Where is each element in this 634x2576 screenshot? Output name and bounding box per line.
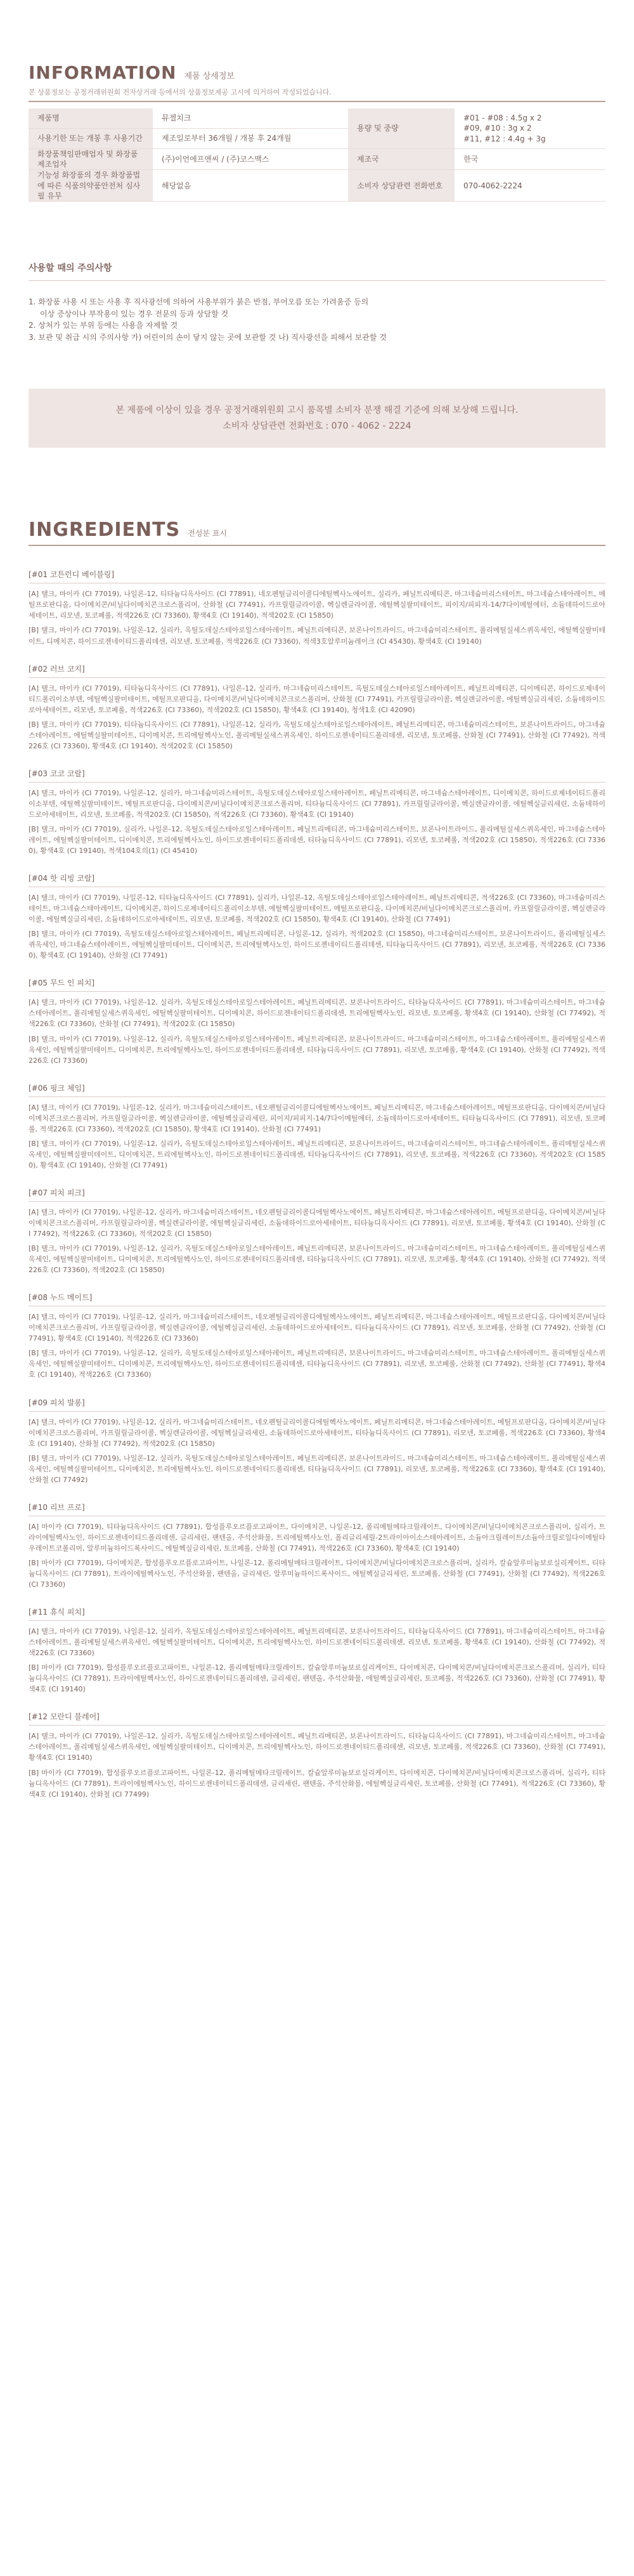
information-description: 본 상품정보는 공정거래위원회 전자상거래 등에서의 상품정보제공 고시에 의거하여 작성되었습니다.: [29, 88, 332, 96]
product-name: [#08 누드 메이트]: [29, 1293, 93, 1303]
information-divider: [29, 101, 605, 102]
product-name: [#04 핫 리빙 코랄]: [29, 874, 95, 883]
caution-item: 이상 증상이나 부작용이 있는 경우 전문의 등과 상담할 것: [40, 309, 229, 318]
ingredient-text-a: [A] 탤크, 마이카 (CI 77019), 나일론-12, 실리카, 마그네슘미리스테이트, 네오펜틸글리이콜디에틸헥사노에이트, 페닐트리메티콘, 마그네슘스테아레이트, 메틸프로판디올, 다이메치콘/비닐다이메치콘크로스폴리머, 카프릴릴글라이콜, 헥실렌글라이콜, 에틸헥실글리세린, 소듐데하이드로아세테이트, 티타늄디옥사이드 (CI 77891), 리모넨, 토코페롤, 산화철 (CI 77492), 산화철 (CI 77491), 황색4호 (CI 19140), 적색226호 (CI 73360): [29, 1313, 605, 1343]
product-name: [#07 피치 피크]: [29, 1188, 85, 1197]
product-ingredients: [29, 1292, 605, 1380]
product-ingredients: [29, 1083, 605, 1171]
ingredient-text-a: [A] 탤크, 마이카 (CI 77019), 티타늄디옥사이드 (CI 77891), 나일론-12, 실리카, 마그네슘미리스테이트, 옥틸도데실스테아로일스테아레이트, 페닐트리메티콘, 디이메티콘, 하이드로제네이티드폴리이소부텐, 에틸헥실팔미테이트, 메틸프로판디올, 다이메치콘/비닐다이메치콘크로스폴리머, 산화철 (CI 77491), 카프릴릴글라이콜, 헥실렌글라이콜, 에틸헥실글리세린, 소듐데하이드로아세테이트, 리모넨, 토코페롤, 적색226호 (CI 73360), 적색202호 (CI 15850), 황색4호 (CI 19140), 청색1호 (CI 42090): [29, 684, 605, 714]
ingredient-text-a: [A] 탤크, 마이카 (CI 77019), 나일론-12, 실리카, 마그네슘미리스테이트, 네오펜틸글리이콜디에틸헥사노에이트, 페닐트리메티콘, 마그네슘스테아레이트, 메틸프로판디올, 다이메치콘/비닐다이메치콘크로스폴리머, 카프릴릴글라이콜, 헥실렌글라이콜, 에틸헥실글리세린, 피이지/피피지-14/7다이메틸에터, 소듐데하이드로아세테이트, 티타늄디옥사이드 (CI 77891), 리모넨, 토코페롤, 적색226호 (CI 73360), 적색202호 (CI 15850), 황색4호 (CI 19140), 산화철 (CI 77491): [29, 1103, 605, 1133]
table-value: (주)이언에프앤씨 / (주)코스맥스: [153, 149, 348, 170]
table-value: 제조일로부터 36개월 / 개봉 후 24개월: [153, 129, 348, 149]
notice-phone-line: 소비자 상담관련 전화번호 : 070 - 4062 - 2224: [223, 420, 411, 431]
product-ingredients: [29, 873, 605, 961]
table-value: 070-4062-2224: [455, 170, 605, 202]
table-value: 한국: [455, 149, 605, 170]
ingredient-text-a: [A] 탤크, 마이카 (CI 77019), 나일론-12, 실리카, 마그네슘미리스테이트, 네오펜틸글리이콜디에틸헥사노에이트, 페닐트리메티콘, 마그네슘스테아레이트, 메틸프로판디올, 다이메치콘/비닐다이메치콘크로스폴리머, 카프릴릴글라이콜, 헥실렌글라이콜, 에틸헥실글리세린, 소듐데하이드로아세테이트, 티타늄디옥사이드 (CI 77891), 리모넨, 토코페롤, 적색226호 (CI 73360), 황색4호 (CI 19140), 산화철 (CI 77492), 적색202호 (CI 15850): [29, 1417, 605, 1448]
ingredient-text-a: [A] 탤크, 마이카 (CI 77019), 나일론-12, 티타늄디옥사이드 (CI 77891), 네오펜틸글리이콜디에틸헥사노에이트, 실리카, 페닐트리메티콘, 마그네슘미리스테이트, 마그네슘스테아레이트, 메틸프로판디올, 다이메치콘/비닐다이메치콘크로스폴리머, 산화철 (CI 77491), 카프릴릴글라이콜, 헥실렌글라이콜, 에틸헥실팔미테이트, 피이지/피피지-14/7다이메틸에터, 소듐데하이드로아세테이트, 리모넨, 토코페롤, 적색226호 (CI 73360), 황색4호 (CI 19140), 적색202호 (CI 15850): [29, 590, 605, 620]
product-ingredients: [29, 1397, 605, 1485]
ingredient-text-b: [B] 탤크, 마이카 (CI 77019), 티타늄디옥사이드 (CI 77891), 나일론-12, 실리카, 옥틸도데실스테아로일스테아레이트, 페닐트리메티콘, 마그네슘미리스테이트, 보론나이트라이드, 마그네슘스테아레이트, 에틸헥실팔미테이트, 디이메치콘, 트리에틸헥사노인, 폴리메틸실세스퀴옥세인, 하이드로젠네이티드폴리데센, 리모넨, 토코페롤, 산화철 (CI 77491), 산화철 (CI 77492), 적색226호 (CI 73360), 황색4호 (CI 19140), 적색202호 (CI 15850): [29, 720, 605, 750]
caution-list: [29, 296, 605, 343]
product-ingredients: [29, 1502, 605, 1590]
caution-item: 3. 보관 및 취급 시의 주의사항 가) 어린이의 손이 닿지 않는 곳에 보관할 것 나) 직사광선을 피해서 보관할 것: [29, 332, 387, 342]
product-divider: [29, 1620, 605, 1621]
ingredient-text-b: [B] 탤크, 마이카 (CI 77019), 나일론-12, 실리카, 옥틸도데실스테아로일스테아레이트, 페닐트리메티콘, 보론나이트라이드, 마그네슘미리스테이트, 폴리메틸실세스퀴옥세인, 에틸헥실팔미테이트, 디메치콘, 하이드로젠네이티드폴리데센, 리모넨, 토코페롤, 적색226호 (CI 73360), 적색3호알루미늄레이크 (CI 45430), 황색4호 (CI 19140): [29, 626, 605, 646]
product-name: [#02 러브 코지]: [29, 664, 85, 673]
information-header: [29, 62, 605, 83]
product-ingredients: [29, 977, 605, 1065]
ingredient-text-a: [A] 마이카 (CI 77019), 티타늄디옥사이드 (CI 77891), 합성플루오르플로고파이트, 다이메치콘, 나일론-12, 폴리메틸메타크릴레이트, 다이메치콘/비닐다이메치콘크로스폴리머, 실리카, 트라이에틸헥사노인, 하이드로젠네이티드폴리데센, 글리세린, 팬텐올, 주석산화물, 트리에틸헥사노인, 폴리글리세릴-2트라이아이소스테아레이트, 소듐아크릴레이트/소듐아크릴로일다이메틸타우레이트코폴리머, 알루미늄하이드록사이드, 에틸헥실글리세린, 토코페롤, 산화철 (CI 77491), 적색226호 (CI 73360), 황색4호 (CI 19140): [29, 1522, 605, 1552]
table-value: #01 - #08 : 4.5g x 2 #09, #10 : 3g x 2 #11, #12 : 4.4g + 3g: [455, 108, 605, 149]
product-ingredients: [29, 569, 605, 646]
ingredient-text-a: [A] 탤크, 마이카 (CI 77019), 나일론-12, 실리카, 마그네슘미리스테이트, 네오펜틸글리이콜디에틸헥사노에이트, 페닐트리메티콘, 마그네슘스테아레이트, 메틸프로판디올, 다이메치콘/비닐다이메치콘크로스폴리머, 카프릴릴글라이콜, 헥실렌글라이콜, 에틸헥실글리세린, 소듐데하이드로아세테이트, 티타늄디옥사이드 (CI 77891), 리모넨, 토코페롤, 황색4호 (CI 19140), 산화철 (CI 77492), 적색226호 (CI 73360), 적색202호 (CI 15850): [29, 1207, 605, 1239]
ingredient-list: [29, 569, 605, 1799]
product-name: [#09 피치 발롱]: [29, 1398, 85, 1407]
product-ingredients: [29, 768, 605, 856]
ingredients-header: [29, 519, 605, 541]
caution-title: 사용할 때의 주의사항: [29, 263, 112, 273]
product-ingredients: [29, 1187, 605, 1275]
table-row: [29, 108, 605, 129]
table-value: 해당없음: [153, 170, 348, 202]
product-name: [#05 무드 인 피치]: [29, 979, 95, 988]
ingredient-text-b: [B] 마이카 (CI 77019), 다이메치콘, 합성플루오르플로고파이트, 나일론-12, 폴리메틸메타크릴레이트, 다이메치콘/비닐다이메치콘크로스폴리머, 실리카, 칼슘알루미늄보로실리케이트, 티타늄디옥사이드 (CI 77891), 트라이에틸헥사노인, 주석산화물, 팬텐올, 글리세린, 알루미늄하이드록사이드, 에틸헥실글리세린, 토코페롤, 산화철 (CI 77491), 산화철 (CI 77492), 적색226호 (CI 73360): [29, 1558, 605, 1589]
ingredients-subtitle: 전성분 표시: [188, 529, 228, 538]
caution-item: 2. 상처가 있는 부위 등에는 사용을 자제할 것: [29, 321, 178, 330]
ingredients-title: INGREDIENTS: [29, 519, 181, 542]
table-label: 제품명: [29, 108, 153, 129]
product-name: [#03 코코 코랄]: [29, 769, 85, 778]
caution-divider: [29, 280, 605, 281]
ingredient-text-b: [B] 탤크, 마이카 (CI 77019), 나일론-12, 실리카, 옥틸도데실스테아로일스테아레이트, 페닐트리메티콘, 보론나이트라이드, 마그네슘미리스테이트, 마그네슘스테아레이트, 폴리메틸실세스퀴옥세인, 에틸헥실팔미테이트, 디이메치콘, 트리에틸헥사노인, 하이드로젠네이티드폴리데센, 티타늄디옥사이드 (CI 77891), 리모넨, 토코페롤, 적색226호 (CI 73360), 적색202호 (CI 15850), 황색4호 (CI 19140), 산화철 (CI 77491): [29, 1139, 605, 1169]
product-divider: [29, 991, 605, 992]
information-title: INFORMATION: [29, 62, 177, 83]
ingredient-text-a: [A] 탤크, 마이카 (CI 77019), 나일론-12, 티타늄디옥사이드 (CI 77891), 실리카, 나일론-12, 옥틸도데실스테아로일스테아레이트, 페닐트리메티콘, 적색226호 (CI 73360), 마그네슘미리스테이트, 마그네슘스테아레이트, 디이메치콘, 하이드로제네이티드폴리이소부텐, 에틸헥실팔미테이트, 메틸프로판디올, 다이메치콘/비닐다이메치콘크로스폴리머, 카프릴릴글라이콜, 헥실렌글라이콜, 에틸헥실글리세린, 소듐데하이드로아세테이트, 리모넨, 토코페롤, 적색202호 (CI 15850), 황색4호 (CI 19140), 산화철 (CI 77491): [29, 894, 605, 924]
table-label: 화장품책임판매업자 및 화장품제조업자: [29, 149, 153, 170]
table-label: 기능성 화장품의 경우 화장품법에 따른 식품의약품안전처 심사 필 유무: [29, 170, 153, 202]
ingredient-text-b: [B] 마이카 (CI 77019), 합성플루오르플로고파이트, 나일론-12, 폴리메틸메타크릴레이트, 칼슘알루미늄보로실리케이트, 다이메치콘, 다이메치콘/비닐다이메치콘크로스폴리머, 실리카, 티타늄디옥사이드 (CI 77891), 트라이에틸헥사노인, 하이드로젠네이티드폴리데센, 글리세린, 팬텐올, 주석산화물, 에틸헥실글리세린, 토코페롤, 적색226호 (CI 73360), 산화철 (CI 77491), 황색4호 (CI 19140): [29, 1663, 605, 1694]
product-ingredients: [29, 1606, 605, 1695]
product-divider: [29, 1096, 605, 1097]
product-ingredients: [29, 663, 605, 751]
table-label: 소비자 상담관련 전화번호: [348, 170, 455, 202]
ingredient-text-a: [A] 탤크, 마이카 (CI 77019), 나일론-12, 실리카, 마그네슘미리스테이트, 옥틸도데실스테아로일스테아레이트, 페닐트리메티콘, 마그네슘스테아레이트, 디이메치콘, 하이드로제네이티드폴리이소부텐, 에틸헥실팔미테이트, 메틸프로판디올, 다이메치콘/비닐다이메치콘크로스폴리머, 티타늄디옥사이드 (CI 77891), 카프릴릴글라이콜, 헥실렌글라이콜, 에틸헥실글리세린, 소듐데하이드로아세테이트, 리모넨, 토코페롤, 적색202호 (CI 15850), 적색226호 (CI 73360), 황색4호 (CI 19140): [29, 788, 605, 819]
ingredient-text-a: [A] 탤크, 마이카 (CI 77019), 나일론-12, 실리카, 옥틸도데실스테아로일스테아레이트, 페닐트리메티콘, 보론나이트라이드, 티타늄디옥사이드 (CI 77891), 마그네슘미리스테이트, 마그네슘스테아레이트, 폴리메틸실세스퀴옥세인, 에틸헥실팔미테이트, 디이메치콘, 트리에틸헥사노인, 하이드로젠네이티드폴리데센, 리모넨, 토코페롤, 황색4호 (CI 19140), 산화철 (CI 77492), 적색226호 (CI 73360): [29, 1627, 605, 1658]
ingredient-text-b: [B] 탤크, 마이카 (CI 77019), 나일론-12, 실리카, 옥틸도데실스테아로일스테아레이트, 페닐트리메티콘, 보론나이트라이드, 마그네슘미리스테이트, 마그네슘스테아레이트, 폴리메틸실세스퀴옥세인, 에틸헥실팔미테이트, 디이메치콘, 트리에틸헥사노인, 하이드로젠네이티드폴리데센, 티타늄디옥사이드 (CI 77891), 리모넨, 토코페롤, 황색4호 (CI 19140), 산화철 (CI 77492), 적색226호 (CI 73360): [29, 1034, 605, 1065]
table-value: 뮤젤치크: [153, 108, 348, 129]
ingredient-text-b: [B] 마이카 (CI 77019), 합성플루오르플로고파이트, 나일론-12, 폴리메틸메타크릴레이트, 칼슘알루미늄보로실리케이트, 다이메치콘, 다이메치콘/비닐다이메치콘크로스폴리머, 실리카, 티타늄디옥사이드 (CI 77891), 트라이에틸헥사노인, 하이드로젠네이티드폴리데센, 글리세린, 팬텐올, 주석산화물, 에틸헥실글리세린, 토코페롤, 산화철 (CI 77491), 적색226호 (CI 73360), 황색4호 (CI 19140), 산화철 (CI 77499): [29, 1768, 605, 1799]
ingredient-text-b: [B] 탤크, 마이카 (CI 77019), 나일론-12, 실리카, 옥틸도데실스테아로일스테아레이트, 페닐트리메티콘, 보론나이트라이드, 마그네슘미리스테이트, 마그네슘스테아레이트, 폴리메틸실세스퀴옥세인, 에틸헥실팔미테이트, 디이메치콘, 트리에틸헥사노인, 하이드로젠네이티드폴리데센, 티타늄디옥사이드 (CI 77891), 리모넨, 토코페롤, 산화철 (CI 77492), 산화철 (CI 77491), 황색4호 (CI 19140), 적색226호 (CI 73360): [29, 1349, 605, 1379]
ingredient-text-a: [A] 탤크, 마이카 (CI 77019), 나일론-12, 실리카, 옥틸도데실스테아로일스테아레이트, 페닐트리메티콘, 보론나이트라이드, 티타늄디옥사이드 (CI 77891), 마그네슘미리스테이트, 마그네슘스테아레이트, 폴리메틸실세스퀴옥세인, 에틸헥실팔미테이트, 디이메치콘, 하이드로젠네이티드폴리데센, 트리에틸헥사노인, 리모넨, 토코페롤, 황색4호 (CI 19140), 산화철 (CI 77492), 적색226호 (CI 73360), 산화철 (CI 77491), 적색202호 (CI 15850): [29, 998, 605, 1029]
product-divider: [29, 677, 605, 678]
product-name: [#06 핑크 체임]: [29, 1083, 85, 1093]
ingredients-divider: [29, 545, 605, 546]
product-divider: [29, 1201, 605, 1202]
product-divider: [29, 1725, 605, 1726]
information-section: [29, 62, 605, 202]
product-name: [#11 휴식 피치]: [29, 1608, 85, 1617]
product-name: [#10 리브 프로]: [29, 1502, 85, 1512]
ingredient-text-b: [B] 탤크, 마이카 (CI 77019), 나일론-12, 실리카, 옥틸도데실스테아로일스테아레이트, 페닐트리메티콘, 보론나이트라이드, 마그네슘미리스테이트, 마그네슘스테아레이트, 폴리메틸실세스퀴옥세인, 에틸헥실팔미테이트, 디이메치콘, 트리에틸헥사노인, 하이드로젠네이티드폴리데센, 티타늄디옥사이드 (CI 77891), 리모넨, 토코페롤, 황색4호 (CI 19140), 산화철 (CI 77492), 적색226호 (CI 73360), 적색202호 (CI 15850): [29, 1244, 605, 1275]
caution-item: 1. 화장품 사용 시 또는 사용 후 직사광선에 의하여 사용부위가 붉은 반점, 부어오름 또는 가려움증 등의: [29, 297, 369, 306]
table-label: 사용기한 또는 개봉 후 사용기간: [29, 129, 153, 149]
product-info-table: [29, 108, 605, 202]
caution-section: [29, 261, 605, 343]
table-row: [29, 170, 605, 202]
consumer-notice-box: [29, 389, 605, 448]
product-ingredients: [29, 1711, 605, 1799]
product-name: [#12 모란디 블레어]: [29, 1712, 100, 1722]
ingredient-text-b: [B] 탤크, 마이카 (CI 77019), 옥틸도데실스테아로일스테아레이트, 페닐트리메티콘, 나일론-12, 실리카, 적색202호 (CI 15850), 마그네슘미리스테이트, 보론나이트라이드, 폴리메틸실세스퀴옥세인, 마그네슘스테아레이트, 에틸헥실팔미테이트, 디이메치콘, 트리에틸헥사노인, 하이드로젠네이티드폴리데센, 티타늄디옥사이드 (CI 77891), 리모넨, 토코페롤, 적색226호 (CI 73360), 황색4호 (CI 19140), 산화철 (CI 77491): [29, 930, 605, 960]
product-divider: [29, 782, 605, 783]
ingredient-text-b: [B] 탤크, 마이카 (CI 77019), 나일론-12, 실리카, 옥틸도데실스테아로일스테아레이트, 페닐트리메티콘, 보론나이트라이드, 마그네슘미리스테이트, 마그네슘스테아레이트, 폴리메틸실세스퀴옥세인, 에틸헥실팔미테이트, 디이메치콘, 트리에틸헥사노인, 하이드로젠네이티드폴리데센, 티타늄디옥사이드 (CI 77891), 리모넨, 토코페롤, 적색226호 (CI 73360), 황색4호 (CI 19140), 산화철 (CI 77492): [29, 1454, 605, 1484]
product-name: [#01 코튼런디 베이블링]: [29, 570, 115, 580]
information-subtitle: 제품 상세정보: [184, 72, 235, 81]
product-divider: [29, 1411, 605, 1412]
ingredients-section: [29, 519, 605, 1799]
table-label: 제조국: [348, 149, 455, 170]
table-label: 용량 및 중량: [348, 108, 455, 149]
ingredient-text-a: [A] 탤크, 마이카 (CI 77019), 나일론-12, 실리카, 옥틸도데실스테아로일스테아레이트, 페닐트리메티콘, 보론나이트라이드, 티타늄디옥사이드 (CI 77891), 마그네슘미리스테이트, 마그네슘스테아레이트, 폴리메틸실세스퀴옥세인, 에틸헥실팔미테이트, 디이메치콘, 트리에틸헥사노인, 하이드로젠네이티드폴리데센, 리모넨, 토코페롤, 적색226호 (CI 73360), 산화철 (CI 77491), 황색4호 (CI 19140): [29, 1732, 605, 1762]
ingredient-text-b: [B] 탤크, 마이카 (CI 77019), 실리카, 나일론-12, 옥틸도데실스테아로일스테아레이트, 페닐트리메티콘, 마그네슘미리스테이트, 보론나이트라이드, 폴리메틸실세스퀴옥세인, 마그네슘스테아레이트, 에틸헥실팔미테이트, 디이메치콘, 트리에틸헥사노인, 하이드로젠네이티드폴리데센, 티타늄디옥사이드 (CI 77891), 리모넨, 토코페롤, 적색202호 (CI 15850), 적색226호 (CI 73360), 황색4호 (CI 19140), 적색104호의(1) (CI 45410): [29, 824, 605, 855]
table-row: [29, 149, 605, 170]
notice-line: 본 제품에 이상이 있을 경우 공정거래위원회 고시 품목별 소비자 분쟁 해결 기준에 의해 보상해 드립니다.: [115, 405, 519, 416]
